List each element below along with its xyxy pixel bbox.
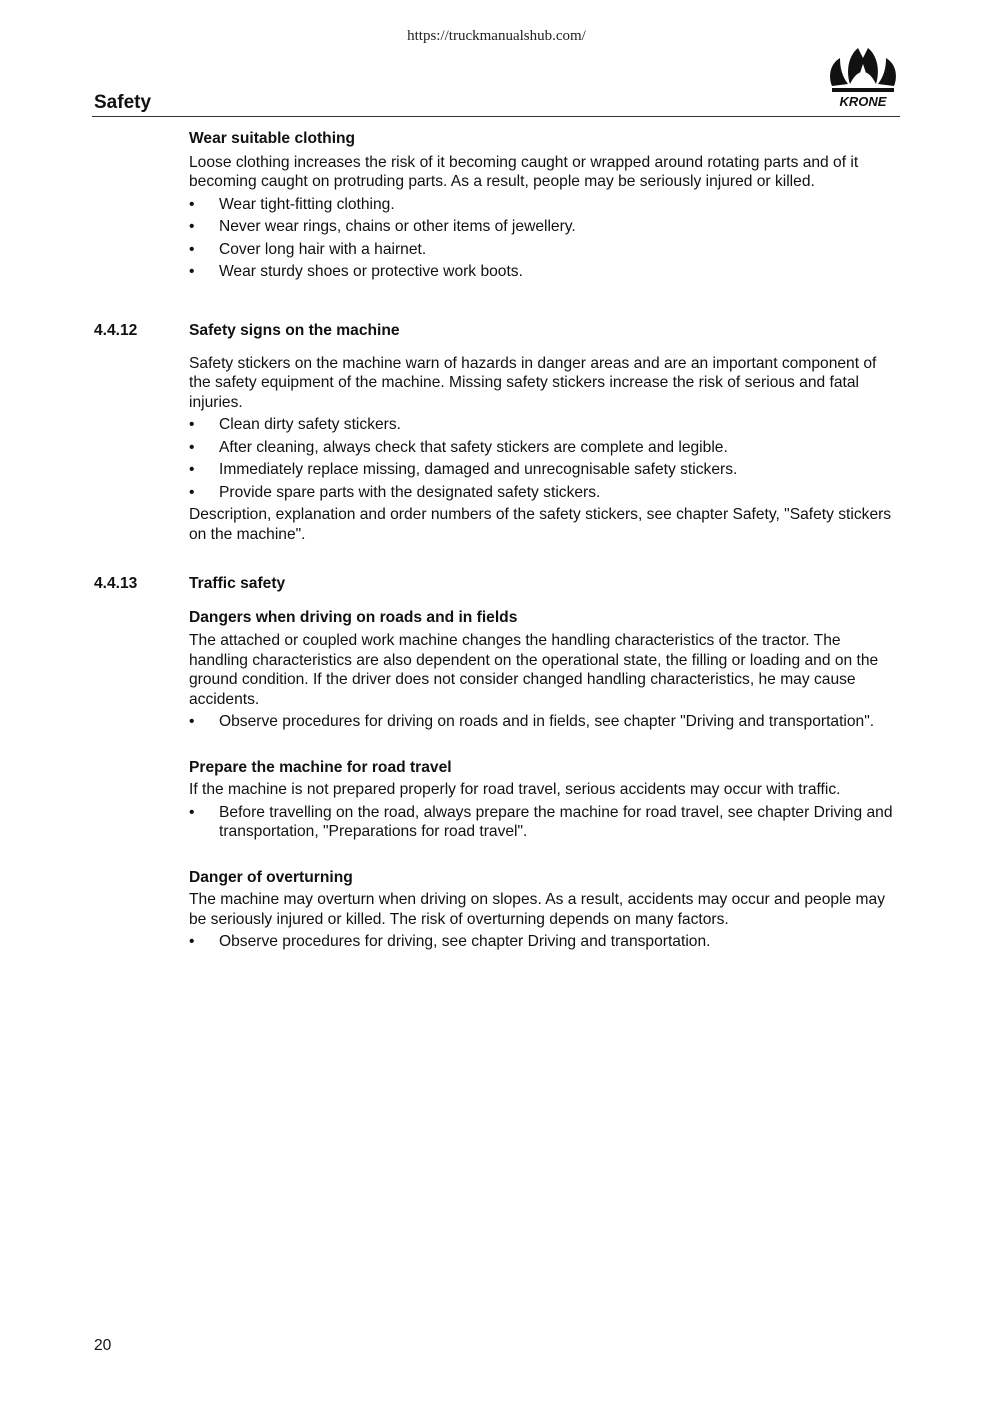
logo-wordmark: KRONE: [839, 94, 887, 109]
section-title: Safety: [94, 92, 152, 113]
list-item: • Provide spare parts with the designated safety stickers.: [189, 483, 894, 503]
page-number: 20: [94, 1337, 112, 1354]
list-item: • Never wear rings, chains or other items of jewellery.: [189, 217, 894, 237]
source-url: https://truckmanualshub.com/: [407, 28, 586, 44]
dangers-bullets: [189, 712, 894, 732]
list-item: • After cleaning, always check that safety stickers are complete and legible.: [189, 438, 894, 458]
prepare-heading: Prepare the machine for road travel: [189, 758, 452, 776]
overturn-heading: Danger of overturning: [189, 868, 353, 886]
signs-bullets: [189, 415, 894, 502]
signs-outro: Description, explanation and order numbers of the safety stickers, see chapter Safety, "Safety stickers on the machine".: [189, 506, 892, 543]
list-item: • Before travelling on the road, always prepare the machine for road travel, see chapter Driving and transportation, "Preparations for road travel".: [189, 803, 894, 842]
signs-title: Safety signs on the machine: [189, 322, 400, 339]
dangers-text: The attached or coupled work machine changes the handling characteristics of the tractor. The handling characteristics are also dependent on the operational state, the filling or loading and on the ground condition. If the driver does not consider changed handling characteristics, he may cause accidents.: [189, 632, 879, 708]
section-number-4-4-12: 4.4.12: [94, 322, 138, 339]
traffic-title: Traffic safety: [189, 575, 286, 592]
clothing-heading: Wear suitable clothing: [189, 130, 356, 147]
dangers-heading: Dangers when driving on roads and in fields: [189, 608, 518, 626]
prepare-text: If the machine is not prepared properly for road travel, serious accidents may occur with traffic.: [189, 781, 841, 798]
overturn-bullets: [189, 932, 894, 952]
clothing-bullets: [189, 195, 894, 282]
clothing-block: [189, 129, 894, 282]
clothing-intro: Loose clothing increases the risk of it becoming caught or wrapped around rotating parts and of it becoming caught on protruding parts. As a result, people may be seriously injured or killed.: [189, 153, 859, 190]
list-item: • Wear tight-fitting clothing.: [189, 195, 894, 215]
list-item: • Immediately replace missing, damaged and unrecognisable safety stickers.: [189, 460, 894, 480]
signs-intro: Safety stickers on the machine warn of hazards in danger areas and are an important component of the safety equipment of the machine. Missing safety stickers increase the risk of serious and fatal injuries.: [189, 354, 877, 411]
header-rule: [92, 116, 900, 117]
list-item: • Clean dirty safety stickers.: [189, 415, 894, 435]
list-item: • Observe procedures for driving on roads and in fields, see chapter "Driving and transportation".: [189, 712, 894, 732]
list-item: • Observe procedures for driving, see chapter Driving and transportation.: [189, 932, 894, 952]
section-number-4-4-13: 4.4.13: [94, 575, 138, 592]
traffic-block: [189, 574, 894, 952]
krone-logo: [826, 42, 900, 112]
prepare-bullets: [189, 803, 894, 842]
list-item: • Wear sturdy shoes or protective work boots.: [189, 262, 894, 282]
list-item: • Cover long hair with a hairnet.: [189, 240, 894, 260]
overturn-text: The machine may overturn when driving on slopes. As a result, accidents may occur and people may be seriously injured or killed. The risk of overturning depends on many factors.: [189, 891, 886, 928]
signs-block: [189, 321, 894, 544]
